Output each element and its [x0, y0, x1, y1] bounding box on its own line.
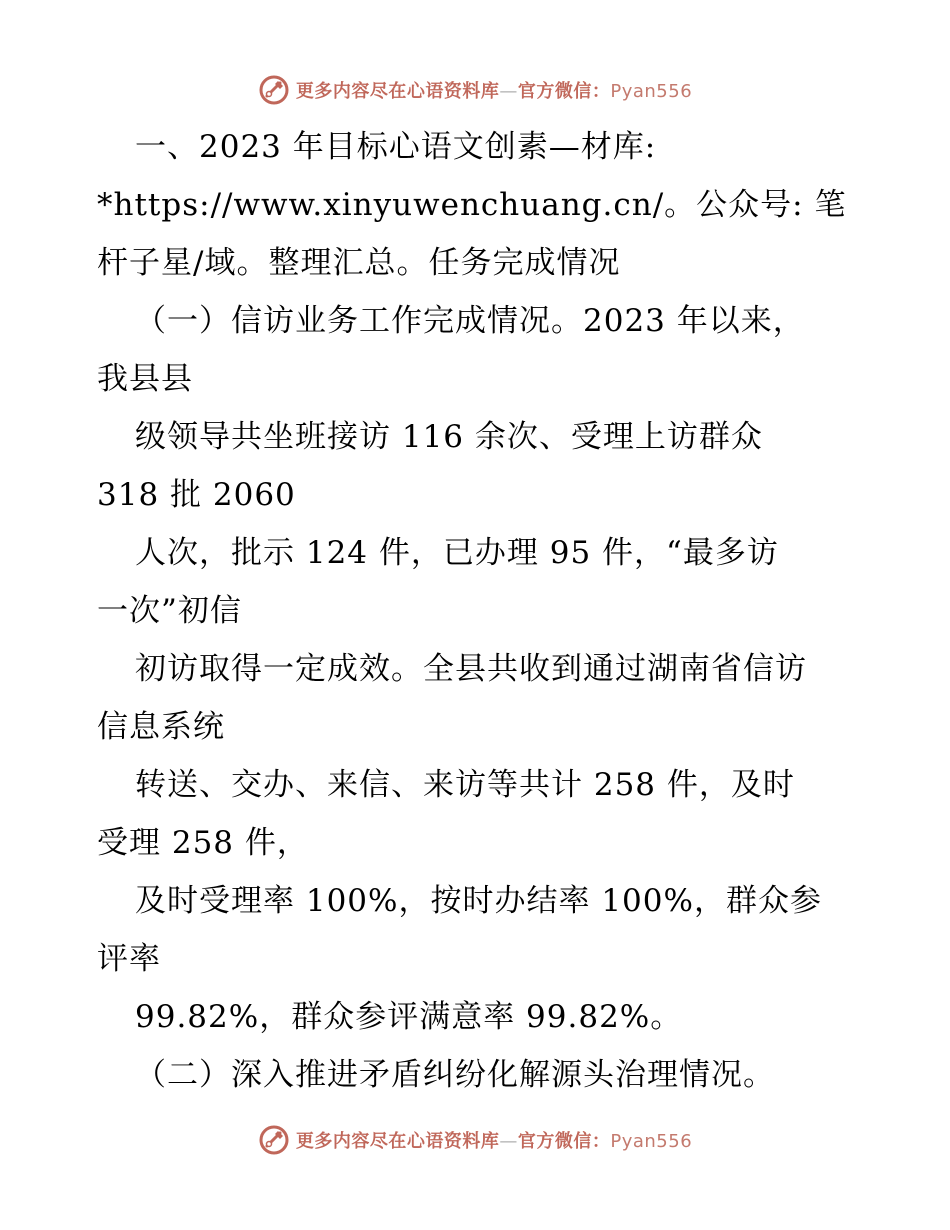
watermark-text	[296, 77, 692, 103]
text-line: 信息系统	[97, 709, 225, 745]
text-line: （一）信访业务工作完成情况。2023 年以来，	[135, 303, 805, 339]
watermark-wechat-id: Pyan556	[610, 1131, 693, 1152]
watermark-text	[296, 1127, 692, 1153]
text-line: 受理 258 件，	[97, 825, 309, 861]
text-line: *https://www.xinyuwenchuang.cn/。公众号: 笔	[97, 187, 847, 223]
text-line: 318 批 2060	[97, 477, 296, 513]
text-line: 一次”初信	[97, 593, 242, 629]
watermark-brand: 更多内容尽在心语资料库	[295, 81, 500, 102]
document-body	[97, 118, 867, 1104]
text-line: 及时受理率 100%，按时办结率 100%，群众参	[135, 883, 822, 919]
watermark-separator: —	[499, 1131, 518, 1152]
watermark-separator: —	[499, 81, 518, 102]
brand-logo-icon	[258, 74, 290, 106]
text-line: 评率	[97, 941, 161, 977]
text-line: 一、2023 年目标心语文创素—材库:	[135, 129, 657, 165]
watermark-official: 官方微信：	[517, 1131, 611, 1152]
brand-logo-icon	[258, 1124, 290, 1156]
watermark-official: 官方微信：	[517, 81, 611, 102]
watermark-brand: 更多内容尽在心语资料库	[295, 1131, 500, 1152]
text-line: 级领导共坐班接访 116 余次、受理上访群众	[135, 419, 763, 455]
text-line: 初访取得一定成效。全县共收到通过湖南省信访	[135, 651, 807, 687]
watermark-footer	[0, 1120, 950, 1160]
watermark-wechat-id: Pyan556	[610, 81, 693, 102]
text-line: （二）深入推进矛盾纠纷化解源头治理情况。	[135, 1057, 775, 1093]
text-line: 我县县	[97, 361, 193, 397]
watermark-header	[0, 70, 950, 110]
text-line: 99.82%，群众参评满意率 99.82%。	[135, 999, 683, 1035]
text-line: 转送、交办、来信、来访等共计 258 件，及时	[135, 767, 795, 803]
text-line: 杆子星/域。整理汇总。任务完成情况	[97, 245, 621, 281]
text-line: 人次，批示 124 件，已办理 95 件，“最多访	[135, 535, 779, 571]
